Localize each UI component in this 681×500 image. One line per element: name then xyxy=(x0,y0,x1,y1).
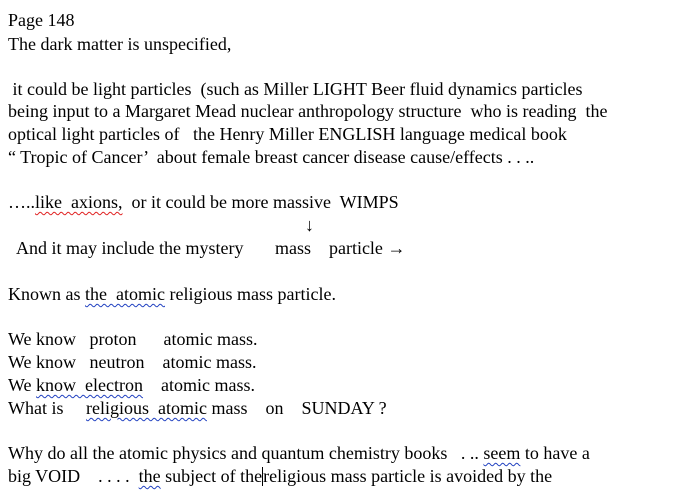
grammar-squiggle: the atomic xyxy=(85,284,165,304)
axions-suffix: or it could be more massive WIMPS xyxy=(122,192,399,212)
void-middle: subject of the xyxy=(160,466,263,486)
paragraph-line: being input to a Margaret Mead nuclear anthropology structure who is reading the xyxy=(8,101,608,121)
paragraph-line: “ Tropic of Cancer’ about female breast cancer disease cause/effects . . .. xyxy=(8,147,535,167)
sunday-line xyxy=(8,397,387,419)
dark-matter-line: The dark matter is unspecified, xyxy=(8,34,232,54)
spelling-squiggle: like axions, xyxy=(35,192,123,212)
grammar-squiggle: know electron xyxy=(36,375,144,395)
paragraph-line: optical light particles of the Henry Miller ENGLISH language medical book xyxy=(8,124,567,144)
electron-suffix: atomic mass. xyxy=(143,375,255,395)
known-prefix: Known as xyxy=(8,284,85,304)
known-suffix: religious mass particle. xyxy=(164,284,336,304)
grammar-squiggle: seem xyxy=(483,443,521,463)
why-prefix: Why do all the atomic physics and quantum chemistry books . .. xyxy=(8,443,484,463)
proton-line: We know proton atomic mass. xyxy=(8,329,258,349)
grammar-squiggle: religious atomic xyxy=(86,398,207,418)
void-prefix: big VOID . . . . xyxy=(8,466,139,486)
mystery-line xyxy=(8,237,405,259)
right-arrow-icon: → xyxy=(387,238,406,258)
mystery-text: And it may include the mystery mass particle xyxy=(8,238,388,258)
void-line xyxy=(8,465,552,487)
paragraph-line: it could be light particles (such as Miller LIGHT Beer fluid dynamics particles xyxy=(8,79,583,99)
electron-line xyxy=(8,374,255,396)
axions-prefix: ….. xyxy=(8,192,35,212)
neutron-line: We know neutron atomic mass. xyxy=(8,352,257,372)
page-header: Page 148 xyxy=(8,10,75,30)
electron-prefix: We xyxy=(8,375,37,395)
void-suffix: religious mass particle is avoided by the xyxy=(263,466,553,486)
grammar-squiggle: the xyxy=(138,466,161,486)
why-line xyxy=(8,442,590,464)
sunday-prefix: What is xyxy=(8,398,86,418)
sunday-suffix: mass on SUNDAY ? xyxy=(206,398,387,418)
down-arrow-icon: ↓ xyxy=(305,215,314,235)
axions-line xyxy=(8,191,399,213)
known-line xyxy=(8,283,336,305)
why-suffix: to have a xyxy=(520,443,590,463)
